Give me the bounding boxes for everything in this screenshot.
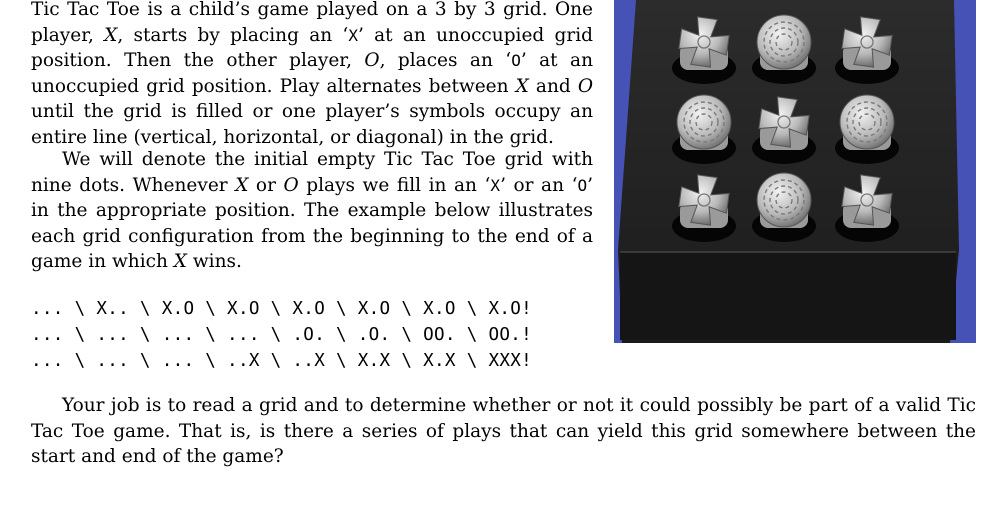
trace-line: ... \ ... \ ... \ ..X \ ..X \ X.X \ X.X \ XXX!: [31, 351, 533, 371]
intro-paragraph: Tic Tac Toe is a child’s game played on a 3 by 3 grid. One player, X, starts by placing an ‘X’ at an unoccupied grid position. Then the other player, O, places an ‘O’ at an unoccupied grid position. Play alternates between X and O until the grid is filled or one player’s symbols occupy an entire line (vertical, horizontal, or diagonal) in the grid.: [31, 0, 593, 148]
task-paragraph: Your job is to read a grid and to determine whether or not it could possibly be part of a valid Tic Tac Toe game. That is, is there a series of plays that can yield this grid somewhere between the start and end of the game?: [31, 395, 976, 467]
trace-line: ... \ X.. \ X.O \ X.O \ X.O \ X.O \ X.O \ X.O!: [31, 299, 533, 319]
trace-line: ... \ ... \ ... \ ... \ .O. \ .O. \ OO. \ OO.!: [31, 325, 533, 345]
notation-paragraph: We will denote the initial empty Tic Tac Toe grid with nine dots. Whenever X or O plays we fill in an ‘X’ or an ‘O’ in the appropriate position. The example below illustrates each grid configuration from the beginning to the end of a game in which X wins.: [31, 149, 593, 272]
board-front-face: [620, 252, 956, 340]
tic-tac-toe-board-photo: [614, 0, 976, 343]
board-photo-svg: [614, 0, 976, 343]
game-trace: [31, 296, 532, 374]
